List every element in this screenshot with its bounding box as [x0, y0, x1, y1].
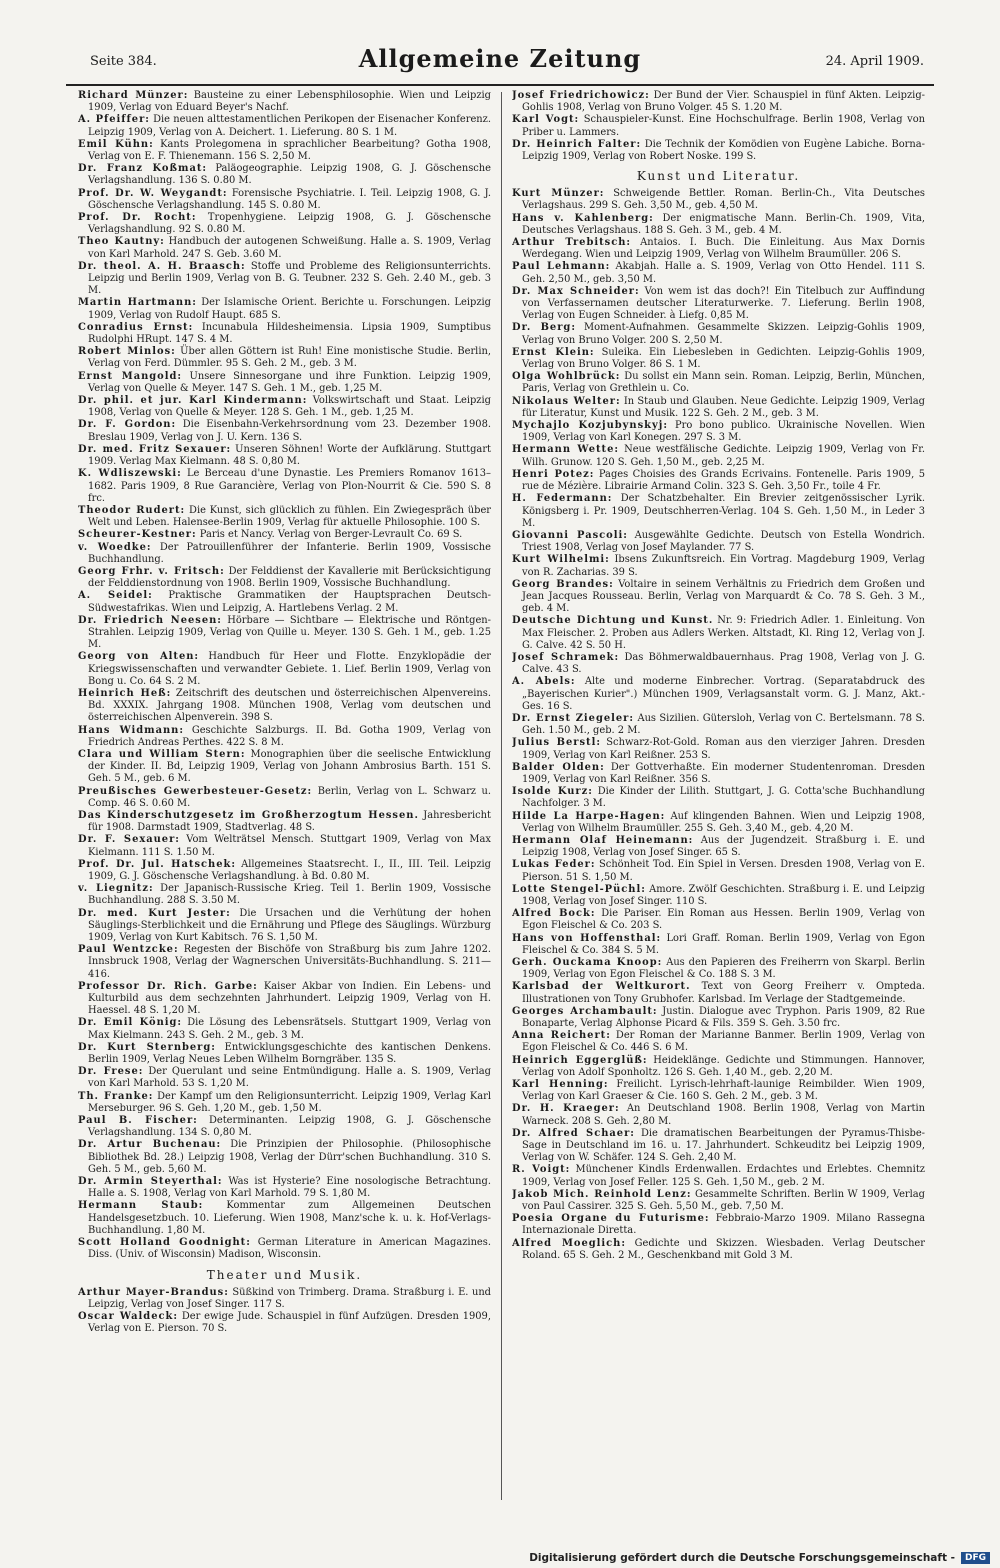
- entry-author: Georg Brandes:: [512, 578, 614, 590]
- entry-author: Isolde Kurz:: [512, 786, 593, 798]
- entry-author: Clara und William Stern:: [78, 748, 246, 760]
- dfg-logo: DFG: [961, 1552, 990, 1564]
- entry-author: Kurt Wilhelmi:: [512, 554, 610, 566]
- entry-author: Dr. F. Gordon:: [78, 419, 177, 431]
- entry-text: Geschichte Salzburgs. II. Bd. Gotha 1909, Verlag von Friedrich Andreas Perthes. 422 S. 8 M.: [88, 724, 491, 748]
- entry-text: Neue westfälische Gedichte. Leipzig 1909, Verlag von Fr. Wilh. Grunow. 120 S. Geh. 1,50 M., geb. 2,25 M.: [522, 444, 925, 468]
- entry-text: Paläogeographie. Leipzig 1908, G. J. Göschensche Verlagshandlung. 136 S. 0.80 M.: [88, 163, 491, 187]
- bibliography-entry: [78, 1200, 491, 1237]
- bibliography-entry: [78, 90, 491, 114]
- entry-author: Giovanni Pascoli:: [512, 529, 628, 541]
- bibliography-entry: [512, 835, 925, 859]
- entry-author: Prof. Dr. Rocht:: [78, 212, 197, 224]
- entry-text: Münchener Kindls Erdenwallen. Erdachtes und Erlebtes. Chemnitz 1909, Verlag von Josef Feller. 125 S. Geh. 1,50 M., geb. 2 M.: [522, 1164, 925, 1188]
- entry-text: Die Technik der Komödien von Eugène Labiche. Borna-Leipzig 1909, Verlag von Robert Noske. 199 S.: [522, 138, 925, 163]
- entry-author: Richard Münzer:: [78, 90, 189, 101]
- entry-text: Unsere Sinnesorgane und ihre Funktion. Leipzig 1909, Verlag von Quelle & Meyer. 147 S. Geh. 1 M., geb. 1,25 M.: [88, 370, 491, 394]
- entry-text: Die dramatischen Bearbeitungen der Pyramus-Thisbe-Sage in Deutschland im 16. u. 17. Jahrhundert. Schkeuditz bei Leipzig 1909, Verlag von W. Schäfer. 124 S. Geh. 2,40 M.: [522, 1127, 925, 1164]
- bibliography-entry: [512, 981, 925, 1005]
- entry-author: Paul Lehmann:: [512, 261, 611, 273]
- entry-author: Julius Berstl:: [512, 737, 602, 749]
- entry-text: Handbuch der autogenen Schweißung. Halle a. S. 1909, Verlag von Karl Marhold. 247 S. Geb. 3.60 M.: [88, 236, 491, 260]
- bibliography-entry: [78, 1176, 491, 1200]
- bibliography-entry: [78, 615, 491, 652]
- entry-author: R. Voigt:: [512, 1164, 571, 1176]
- bibliography-entry: [512, 90, 925, 114]
- column-divider: [501, 92, 502, 1500]
- entry-author: Emil Kühn:: [78, 138, 154, 150]
- entry-author: Prof. Dr. W. Weygandt:: [78, 187, 228, 199]
- bibliography-entry: [512, 933, 925, 957]
- entry-text: Schwarz-Rot-Gold. Roman aus den vierziger Jahren. Dresden 1909, Verlag von Karl Reißner. 253 S.: [522, 737, 925, 761]
- entry-text: Die Eisenbahn-Verkehrsordnung vom 23. Dezember 1908. Breslau 1909, Verlag von J. U. Kern. 136 S.: [88, 419, 491, 443]
- entry-text: Regesten der Bischöfe von Straßburg bis zum Jahre 1202. Innsbruck 1908, Verlag der Wagnerschen Universitäts-Buchhandlung. S. 211—416.: [88, 944, 491, 980]
- entry-text: Allgemeines Staatsrecht. I., II., III. Teil. Leipzig 1909, G. J. Göschensche Verlagshandlung. à Bd. 0.80 M.: [88, 858, 491, 882]
- entry-text: Bausteine zu einer Lebensphilosophie. Wien und Leipzig 1909, Verlag von Eduard Beyer's Nachf.: [88, 90, 491, 114]
- entry-text: Voltaire in seinem Verhältnis zu Friedrich dem Großen und Jean Jacques Rousseau. Berlin, Verlag von Marquardt & Co. 78 S. Geh. 3 M., geb. 4 M.: [522, 578, 925, 615]
- entry-text: Pro bono publico. Ukrainische Novellen. Wien 1909, Verlag von Karl Konegen. 297 S. 3 M.: [522, 420, 925, 444]
- entry-author: Dr. Alfred Schaer:: [512, 1127, 635, 1139]
- entry-text: Der Japanisch-Russische Krieg. Teil 1. Berlin 1909, Vossische Buchhandlung. 288 S. 3.50 M.: [88, 883, 491, 907]
- entry-author: Deutsche Dichtung und Kunst.: [512, 615, 714, 627]
- entry-text: Das Böhmerwaldbauernhaus. Prag 1908, Verlag von J. G. Calve. 43 S.: [522, 651, 925, 676]
- bibliography-entry: [78, 859, 491, 883]
- bibliography-entry: [78, 542, 491, 566]
- entry-text: Der Islamische Orient. Berichte u. Forschungen. Leipzig 1909, Verlag von Rudolf Haupt. 685 S.: [88, 297, 491, 321]
- entry-text: Die Ursachen und die Verhütung der hohen Säuglings-Sterblichkeit und die Ernährung und Pflege des Säuglings. Würzburg 1909, Verlag von Kurt Kabitsch. 76 S. 1,50 M.: [88, 907, 491, 944]
- entry-author: Dr. Max Schneider:: [512, 285, 640, 297]
- entry-text: Akabjah. Halle a. S. 1909, Verlag von Otto Hendel. 111 S. Geh. 2,50 M., geb. 3,50 M.: [522, 261, 925, 285]
- entry-text: Schweigende Bettler. Roman. Berlin-Ch., Vita Deutsches Verlagshaus. 299 S. Geh. 3,50 M., geb. 4,50 M.: [522, 188, 925, 212]
- bibliography-entry: [78, 322, 491, 346]
- entry-text: Gedichte und Skizzen. Wiesbaden. Verlag Deutscher Roland. 65 S. Geh. 2 M., Geschenkband mit Gold 3 M.: [522, 1237, 925, 1261]
- bibliography-entry: [78, 139, 491, 163]
- entry-text: German Literature in American Magazines. Diss. (Univ. of Wisconsin) Madison, Wisconsin.: [88, 1237, 491, 1261]
- bibliography-entry: [78, 834, 491, 858]
- bibliography-entry: [512, 1006, 925, 1030]
- entry-author: Poesia Organe du Futurisme:: [512, 1213, 710, 1225]
- bibliography-entry: [78, 505, 491, 529]
- entry-author: Josef Friedrichowicz:: [512, 90, 650, 101]
- entry-text: Der Kampf um den Religionsunterricht. Leipzig 1909, Verlag Karl Merseburger. 96 S. Geh. 1,20 M., geb. 1,50 M.: [88, 1090, 491, 1114]
- newspaper-title: Allgemeine Zeitung: [358, 44, 642, 73]
- entry-author: Dr. Franz Koßmat:: [78, 163, 208, 175]
- bibliography-entry: [512, 213, 925, 237]
- bibliography-entry: [78, 908, 491, 945]
- bibliography-entry: [512, 322, 925, 346]
- entry-author: Robert Minlos:: [78, 346, 176, 358]
- entry-author: Hermann Olaf Heinemann:: [512, 834, 694, 846]
- entry-author: Dr. Ernst Ziegeler:: [512, 712, 635, 724]
- bibliography-entry: [78, 188, 491, 212]
- entry-author: Lukas Feder:: [512, 859, 596, 871]
- bibliography-entry: [78, 590, 491, 614]
- bibliography-entry: [78, 1091, 491, 1115]
- bibliography-entry: [78, 1017, 491, 1041]
- entry-author: Paul Wentzcke:: [78, 944, 179, 956]
- entry-author: Josef Schramek:: [512, 651, 620, 663]
- section-heading-kunst: Kunst und Literatur.: [636, 169, 801, 184]
- footer-text: Digitalisierung gefördert durch die Deutsche Forschungsgemeinschaft -: [529, 1552, 955, 1564]
- bibliography-entry: [78, 566, 491, 590]
- bibliography-entry: [512, 884, 925, 908]
- entry-author: Th. Franke:: [78, 1090, 154, 1102]
- entry-author: Hilde La Harpe-Hagen:: [512, 810, 666, 822]
- entry-author: Theodor Rudert:: [78, 504, 186, 516]
- entry-author: Theo Kautny:: [78, 236, 165, 248]
- bibliography-entry: [512, 554, 925, 578]
- bibliography-entry: [512, 579, 925, 616]
- entry-author: Georg Frhr. v. Fritsch:: [78, 565, 225, 577]
- digitization-footer: [529, 1552, 990, 1564]
- entry-text: Aus der Jugendzeit. Straßburg i. E. und Leipzig 1908, Verlag von Josef Singer. 65 S.: [522, 834, 925, 859]
- entry-text: Kants Prolegomena in sprachlicher Bearbeitung? Gotha 1908, Verlag von E. F. Thienemann. 156 S. 2,50 M.: [88, 138, 491, 163]
- entry-author: Scheurer-Kestner:: [78, 529, 197, 541]
- bibliography-entry: [512, 737, 925, 761]
- bibliography-entry: [78, 810, 491, 834]
- bibliography-entry: [78, 529, 491, 541]
- entry-author: Hermann Wette:: [512, 444, 620, 456]
- entry-text: Lori Graff. Roman. Berlin 1909, Verlag von Egon Fleischel & Co. 384 S. 5 M.: [522, 932, 925, 956]
- entry-text: Stoffe und Probleme des Religionsunterrichts. Leipzig und Berlin 1909, Verlag von B. G. Teubner. 232 S. Geh. 2.40 M., geb. 3 M.: [88, 260, 491, 297]
- entry-text: Aus Sizilien. Gütersloh, Verlag von C. Bertelsmann. 78 S. Geh. 1.50 M., geb. 2 M.: [522, 712, 925, 737]
- entry-text: Der ewige Jude. Schauspiel in fünf Aufzügen. Dresden 1909, Verlag von E. Pierson. 70 S.: [88, 1310, 491, 1335]
- entry-text: Heideklänge. Gedichte und Stimmungen. Hannover, Verlag von Adolf Sponholtz. 126 S. Geh. 1,40 M., geb. 2,20 M.: [522, 1054, 925, 1078]
- bibliography-entry: [512, 1238, 925, 1262]
- page-number: Seite 384.: [90, 54, 157, 69]
- entry-author: Dr. Kurt Sternberg:: [78, 1041, 216, 1053]
- entry-text: Le Berceau d'une Dynastie. Les Premiers Romanov 1613–1682. Paris 1909, 8 Rue Garancière, Verlag von Plon-Nourrit & Cie. 590 S. 8 frc.: [88, 468, 491, 504]
- bibliography-entry: [512, 139, 925, 163]
- bibliography-entry: [78, 786, 491, 810]
- bibliography-entry: [512, 676, 925, 713]
- entry-text: Forensische Psychiatrie. I. Teil. Leipzig 1908, G. J. Göschensche Verlagshandlung. 145 S. 0.80 M.: [88, 187, 491, 211]
- entry-author: Dr. Frese:: [78, 1066, 144, 1078]
- entry-author: Dr. Emil König:: [78, 1017, 183, 1029]
- entry-author: Gerh. Ouckama Knoop:: [512, 957, 663, 969]
- entry-author: Karlsbad der Weltkurort.: [512, 981, 691, 993]
- bibliography-entry: [78, 346, 491, 370]
- entry-author: Dr. phil. et jur. Karl Kindermann:: [78, 395, 308, 407]
- bibliography-entry: [512, 347, 925, 371]
- bibliography-entry: [78, 163, 491, 187]
- bibliography-entry: [512, 1213, 925, 1237]
- entry-text: Der Bund der Vier. Schauspiel in fünf Akten. Leipzig-Gohlis 1908, Verlag von Bruno Volger. 45 S. 1.20 M.: [522, 90, 925, 114]
- entry-author: Ernst Klein:: [512, 346, 595, 358]
- entry-author: Nikolaus Welter:: [512, 395, 621, 407]
- entry-author: Alfred Bock:: [512, 908, 596, 920]
- entry-text: Du sollst ein Mann sein. Roman. Leipzig, Berlin, München, Paris, Verlag von Grethlein u. Co.: [522, 371, 925, 395]
- page-header: [66, 44, 934, 86]
- entry-text: Die Kunst, sich glücklich zu fühlen. Ein Zwiegespräch über Welt und Leben. Halensee-Berlin 1909, Verlag für aktuelle Philosophie. 100 S.: [88, 504, 491, 529]
- entry-text: Von wem ist das doch?! Ein Titelbuch zur Auffindung von Verfassernamen deutscher Literaturwerke. 7. Lieferung. Berlin 1908, Verlag von Eugen Schneider. à Liefg. 0,85 M.: [522, 285, 925, 322]
- entry-author: Oscar Waldeck:: [78, 1310, 178, 1322]
- bibliography-entry: [512, 396, 925, 420]
- entry-text: Amore. Zwölf Geschichten. Straßburg i. E. und Leipzig 1908, Verlag von Josef Singer. 110 S.: [522, 883, 925, 907]
- bibliography-entry: [78, 1042, 491, 1066]
- bibliography-entry: [512, 713, 925, 737]
- entry-text: Vom Welträtsel Mensch. Stuttgart 1909, Verlag von Max Kielmann. 111 S. 1.50 M.: [88, 834, 491, 858]
- entry-author: A. Seidel:: [78, 590, 153, 602]
- entry-author: Dr. Friedrich Neesen:: [78, 614, 222, 626]
- entry-text: Süßkind von Trimberg. Drama. Straßburg i. E. und Leipzig, Verlag von Josef Singer. 117 S.: [88, 1286, 491, 1310]
- section-heading-theater: Theater und Musik.: [206, 1267, 363, 1282]
- entry-author: Hans von Hoffensthal:: [512, 932, 662, 944]
- entry-text: Der Felddienst der Kavallerie mit Berücksichtigung der Felddienstordnung von 1908. Berlin 1909, Vossische Buchhandlung.: [88, 565, 491, 590]
- entry-text: Aus den Papieren des Freiherrn von Skarpl. Berlin 1909, Verlag von Egon Fleischel & Co. 188 S. 3 M.: [522, 957, 925, 981]
- entry-author: Scott Holland Goodnight:: [78, 1237, 251, 1249]
- entry-text: In Staub und Glauben. Neue Gedichte. Leipzig 1909, Verlag für Literatur, Kunst und Musik. 122 S. Geh. 2 M., geb. 3 M.: [522, 395, 925, 419]
- entry-author: Georges Archambault:: [512, 1005, 658, 1017]
- entry-text: Kommentar zum Allgemeinen Deutschen Handelsgesetzbuch. 10. Lieferung. Wien 1908, Manz'sche k. u. k. Hof-Verlags-Buchhandlung. 1,80 M.: [88, 1200, 491, 1236]
- entry-author: Hermann Staub:: [78, 1200, 204, 1212]
- bibliography-entry: [78, 883, 491, 907]
- bibliography-entry: [512, 188, 925, 212]
- entry-text: Die neuen alttestamentlichen Perikopen der Eisenacher Konferenz. Leipzig 1909, Verlag von A. Deichert. 1. Lieferung. 80 S. 1 M.: [88, 114, 491, 138]
- entry-text: Incunabula Hildesheimensia. Lipsia 1909, Sumptibus Rudolphi HRupt. 147 S. 4 M.: [88, 321, 491, 346]
- entry-text: Text von Georg Freiherr v. Ompteda. Illustrationen von Tony Grubhofer. Karlsbad. Im Verlage der Stadtgemeinde.: [522, 981, 925, 1005]
- entry-author: Lotte Stengel-Püchl:: [512, 883, 646, 895]
- entry-text: Paris et Nancy. Verlag von Berger-Levrault Co. 69 S.: [199, 529, 463, 541]
- entry-author: Ernst Mangold:: [78, 370, 183, 382]
- entry-text: Die Kinder der Lilith. Stuttgart, J. G. Cotta'sche Buchhandlung Nachfolger. 3 M.: [522, 786, 925, 810]
- bibliography-entry: [78, 749, 491, 786]
- entry-text: Handbuch für Heer und Flotte. Enzyklopädie der Kriegswissenschaften und verwandter Gebiete. 1. Lief. Berlin 1909, Verlag von Bong u. Co. 64 S. 2 M.: [88, 651, 491, 687]
- entry-text: Volkswirtschaft und Staat. Leipzig 1908, Verlag von Quelle & Meyer. 128 S. Geh. 1 M., geb. 1,25 M.: [88, 395, 491, 419]
- entry-author: Dr. Armin Steyerthal:: [78, 1176, 223, 1188]
- entry-text: Schönheit Tod. Ein Spiel in Versen. Dresden 1908, Verlag von E. Pierson. 51 S. 1,50 M.: [522, 859, 925, 883]
- entry-author: Jakob Mich. Reinhold Lenz:: [512, 1188, 692, 1200]
- entry-author: Dr. Heinrich Falter:: [512, 138, 642, 150]
- bibliography-entry: [512, 261, 925, 285]
- bibliography-entry: [512, 811, 925, 835]
- bibliography-entry: [512, 1030, 925, 1054]
- bibliography-entry: [78, 114, 491, 138]
- bibliography-entry: [78, 261, 491, 298]
- entry-author: Heinrich Heß:: [78, 687, 172, 699]
- bibliography-entry: [78, 944, 491, 981]
- bibliography-entry: [78, 1066, 491, 1090]
- entry-author: Kurt Münzer:: [512, 188, 605, 200]
- bibliography-entry: [512, 286, 925, 323]
- entry-author: Dr. med. Kurt Jester:: [78, 907, 231, 919]
- bibliography-entry: [512, 1164, 925, 1188]
- bibliography-entry: [78, 236, 491, 260]
- entry-author: Balder Olden:: [512, 761, 605, 773]
- entry-text: Unseren Söhnen! Worte der Aufklärung. Stuttgart 1909. Verlag Max Kielmann. 48 S. 0,80 M.: [88, 443, 491, 468]
- entry-text: Gesammelte Schriften. Berlin W 1909, Verlag von Paul Cassirer. 325 S. Geh. 5,50 M., geb. 7,50 M.: [522, 1188, 925, 1213]
- entry-author: Das Kinderschutzgesetz im Großherzogtum Hessen.: [78, 809, 419, 821]
- entry-text: Nr. 9: Friedrich Adler. 1. Einleitung. Von Max Fleischer. 2. Proben aus Adlers Werken. Altstadt, Kl. Ring 12, Verlag von J. G. Calve. 42 S. 50 H.: [522, 615, 925, 651]
- entry-text: Monographien über die seelische Entwicklung der Kinder. II. Bd, Leipzig 1909, Verlag von Johann Ambrosius Barth. 151 S. Geh. 5 M., geb. 6 M.: [88, 748, 491, 785]
- bibliography-entry: [78, 419, 491, 443]
- entry-author: Martin Hartmann:: [78, 297, 197, 309]
- entry-author: v. Liegnitz:: [78, 883, 154, 895]
- bibliography-entry: [78, 371, 491, 395]
- entry-text: Pages Choisies des Grands Ecrivains. Fontenelle. Paris 1909, 5 rue de Mézière. Librairie Armand Colin. 323 S. Geh. 3,50 Fr., toile 4 Fr.: [522, 468, 925, 493]
- bibliography-entry: [78, 444, 491, 468]
- entry-author: Dr. theol. A. H. Braasch:: [78, 260, 246, 272]
- entry-author: Dr. F. Sexauer:: [78, 834, 180, 846]
- entry-author: Professor Dr. Rich. Garbe:: [78, 980, 258, 992]
- bibliography-entry: [78, 395, 491, 419]
- bibliography-entry: [512, 762, 925, 786]
- entry-author: Henri Potez:: [512, 468, 595, 480]
- entry-text: Über allen Göttern ist Ruh! Eine monistische Studie. Berlin, Verlag von Ferd. Dümmler. 95 S. Geh. 2 M., geb. 3 M.: [88, 346, 491, 370]
- entry-text: Ibsens Zukunftsreich. Ein Vortrag. Magdeburg 1909, Verlag von R. Zacharias. 39 S.: [522, 554, 925, 578]
- bibliography-entry: [78, 1287, 491, 1311]
- bibliography-entry: [512, 469, 925, 493]
- right-column: [512, 90, 925, 1505]
- entry-text: Hörbare — Sichtbare — Elektrische und Röntgen-Strahlen. Leipzig 1909, Verlag von Quille u. Meyer. 130 S. Geh. 1 M., geb. 1.25 M.: [88, 614, 491, 651]
- issue-date: 24. April 1909.: [825, 54, 924, 69]
- bibliography-entry: [78, 297, 491, 321]
- entry-author: A. Abels:: [512, 676, 576, 688]
- bibliography-entry: [512, 237, 925, 261]
- entry-author: Arthur Trebitsch:: [512, 237, 632, 249]
- entry-text: Praktische Grammatiken der Hauptsprachen Deutsch-Südwestafrikas. Wien und Leipzig, A. Hartlebens Verlag. 2 M.: [88, 590, 491, 614]
- bibliography-entry: [512, 444, 925, 468]
- bibliography-entry: [512, 957, 925, 981]
- entry-text: Freilicht. Lyrisch-lehrhaft-launige Reimbilder. Wien 1909, Verlag von Karl Graeser & Cie. 160 S. Geh. 2 M., geb. 3 M.: [522, 1079, 925, 1103]
- entry-author: Prof. Dr. Jul. Hatschek:: [78, 858, 236, 870]
- bibliography-entry: [512, 114, 925, 138]
- bibliography-entry: [78, 468, 491, 505]
- entry-text: Der Querulant und seine Entmündigung. Halle a. S. 1909, Verlag von Karl Marhold. 53 S. 1,20 M.: [88, 1066, 491, 1090]
- entry-text: Zeitschrift des deutschen und österreichischen Alpenvereins. Bd. XXXIX. Jahrgang 1908. München 1908, Verlag vom deutschen und österreichischen Alpenverein. 398 S.: [88, 687, 491, 724]
- entry-text: Berlin, Verlag von L. Schwarz u. Comp. 46 S. 0.60 M.: [88, 785, 491, 809]
- bibliography-entry: [512, 1128, 925, 1165]
- bibliography-entry: [78, 1139, 491, 1176]
- entry-author: Preußisches Gewerbesteuer-Gesetz:: [78, 785, 313, 797]
- entry-author: A. Pfeiffer:: [78, 114, 150, 126]
- entry-author: Karl Henning:: [512, 1079, 609, 1091]
- bibliography-entry: [78, 651, 491, 688]
- entry-author: Olga Wohlbrück:: [512, 371, 621, 383]
- entry-author: Anna Reichert:: [512, 1030, 611, 1042]
- entry-text: Der Schatzbehalter. Ein Brevier zeitgenössischer Lyrik. Königsberg i. Pr. 1909, Deutschherren-Verlag. 104 S. Geh. 1,50 M., in Leder 3 M.: [522, 493, 925, 529]
- entry-author: Dr. med. Fritz Sexauer:: [78, 443, 232, 455]
- entry-author: v. Woedke:: [78, 541, 152, 553]
- entry-text: Determinanten. Leipzig 1908, G. J. Göschensche Verlagshandlung. 134 S. 0,80 M.: [88, 1115, 491, 1139]
- entry-author: H. Federmann:: [512, 493, 613, 505]
- bibliography-entry: [512, 493, 925, 530]
- entry-text: Der Patrouillenführer der Infanterie. Berlin 1909, Vossische Buchhandlung.: [88, 541, 491, 565]
- entry-text: Auf klingenden Bahnen. Wien und Leipzig 1908, Verlag von Wilhelm Braumüller. 255 S. Geh. 3,40 M., geb. 4,20 M.: [522, 810, 925, 834]
- entry-text: Schauspieler-Kunst. Eine Hochschulfrage. Berlin 1908, Verlag von Priber u. Lammers.: [522, 114, 925, 138]
- entry-text: Moment-Aufnahmen. Gesammelte Skizzen. Leipzig-Gohlis 1909, Verlag von Bruno Volger. 200 S. 2,50 M.: [522, 322, 925, 346]
- bibliography-entry: [512, 652, 925, 676]
- bibliography-entry: [512, 1055, 925, 1079]
- bibliography-entry: [78, 1237, 491, 1261]
- bibliography-entry: [512, 1189, 925, 1213]
- bibliography-entry: [512, 530, 925, 554]
- entry-author: Alfred Moeglich:: [512, 1237, 627, 1249]
- entry-author: Hans v. Kahlenberg:: [512, 212, 654, 224]
- entry-text: Was ist Hysterie? Eine nosologische Betrachtung. Halle a. S. 1908, Verlag von Karl Marhold. 79 S. 1,80 M.: [88, 1176, 491, 1200]
- bibliography-entry: [512, 1079, 925, 1103]
- bibliography-entry: [512, 859, 925, 883]
- entry-author: Conradius Ernst:: [78, 321, 194, 333]
- entry-text: Ausgewählte Gedichte. Deutsch von Estella Wondrich. Triest 1908, Verlag von Josef Maylander. 77 S.: [522, 529, 925, 554]
- bibliography-entry: [512, 786, 925, 810]
- entry-text: An Deutschland 1908. Berlin 1908, Verlag von Martin Warneck. 208 S. Geh. 2,80 M.: [522, 1103, 925, 1127]
- entry-text: Alte und moderne Einbrecher. Vortrag. (Separatabdruck des „Bayerischen Kurier".) München 1909, Verlagsanstalt vorm. G. J. Manz, Akt.-Ges. 16 S.: [522, 676, 925, 712]
- entry-text: Suleika. Ein Liebesleben in Gedichten. Leipzig-Gohlis 1909, Verlag von Bruno Volger. 86 S. 1 M.: [522, 346, 925, 371]
- bibliography-entry: [512, 420, 925, 444]
- entry-text: Febbraio-Marzo 1909. Milano Rassegna Internazionale Diretta.: [522, 1213, 925, 1237]
- entry-text: Justin. Dialogue avec Tryphon. Paris 1909, 82 Rue Bonaparte, Verlag Alphonse Picard & Fils. 359 S. Geh. 3.50 frc.: [522, 1005, 925, 1030]
- bibliography-entry: [512, 371, 925, 395]
- bibliography-entry: [512, 908, 925, 932]
- bibliography-entry: [512, 615, 925, 652]
- left-column: [78, 90, 491, 1505]
- entry-author: K. Wdliszewski:: [78, 468, 182, 480]
- entry-author: Hans Widmann:: [78, 724, 185, 736]
- bibliography-entry: [78, 1115, 491, 1139]
- entry-text: Die Pariser. Ein Roman aus Hessen. Berlin 1909, Verlag von Egon Fleischel & Co. 203 S.: [522, 908, 925, 932]
- entry-author: Karl Vogt:: [512, 114, 580, 126]
- entry-text: Die Lösung des Lebensrätsels. Stuttgart 1909, Verlag von Max Kielmann. 243 S. Geh. 2 M., geb. 3 M.: [88, 1017, 491, 1041]
- entry-text: Antaios. I. Buch. Die Einleitung. Aus Max Dornis Werdegang. Wien und Leipzig 1909, Verlag von Wilhelm Braumüller. 206 S.: [522, 237, 925, 261]
- entry-text: Tropenhygiene. Leipzig 1908, G. J. Göschensche Verlagshandlung. 92 S. 0.80 M.: [88, 212, 491, 236]
- entry-text: Jahresbericht für 1908. Darmstadt 1909, Stadtverlag. 48 S.: [88, 809, 491, 834]
- entry-author: Heinrich Eggerglüß:: [512, 1054, 648, 1066]
- entry-author: Dr. Artur Buchenau:: [78, 1139, 222, 1151]
- bibliography-entry: [78, 981, 491, 1018]
- entry-text: Der enigmatische Mann. Berlin-Ch. 1909, Vita, Deutsches Verlagshaus. 188 S. Geh. 3 M., geb. 4 M.: [522, 212, 925, 236]
- entry-author: Mychajlo Kozjubynskyj:: [512, 420, 668, 432]
- entry-text: Der Roman der Marianne Banmer. Berlin 1909, Verlag von Egon Fleischel & Co. 446 S. 6 M.: [522, 1030, 925, 1054]
- bibliography-entry: [78, 212, 491, 236]
- entry-text: Kaiser Akbar von Indien. Ein Lebens- und Kulturbild aus dem sechzehnten Jahrhundert. Leipzig 1909, Verlag von H. Haessel. 48 S. 1,20 M.: [88, 980, 491, 1017]
- entry-text: Entwicklungsgeschichte des kantischen Denkens. Berlin 1909, Verlag Neues Leben Wilhelm Borngräber. 135 S.: [88, 1041, 491, 1066]
- bibliography-entry: [78, 725, 491, 749]
- entry-author: Arthur Mayer-Brandus:: [78, 1286, 229, 1298]
- entry-author: Dr. Berg:: [512, 322, 576, 334]
- bibliography-entry: [512, 1103, 925, 1127]
- bibliography-entry: [78, 688, 491, 725]
- entry-author: Paul B. Fischer:: [78, 1115, 198, 1127]
- bibliography-entry: [78, 1311, 491, 1335]
- entry-text: Die Prinzipien der Philosophie. (Philosophische Bibliothek Bd. 28.) Leipzig 1908, Verlag der Dürr'schen Buchhandlung. 310 S. Geh. 5 M., geb. 5,60 M.: [88, 1139, 491, 1175]
- entry-author: Dr. H. Kraeger:: [512, 1103, 620, 1115]
- entry-text: Der Gottverhaßte. Ein moderner Studentenroman. Dresden 1909, Verlag von Karl Reißner. 356 S.: [522, 761, 925, 785]
- entry-author: Georg von Alten:: [78, 651, 200, 663]
